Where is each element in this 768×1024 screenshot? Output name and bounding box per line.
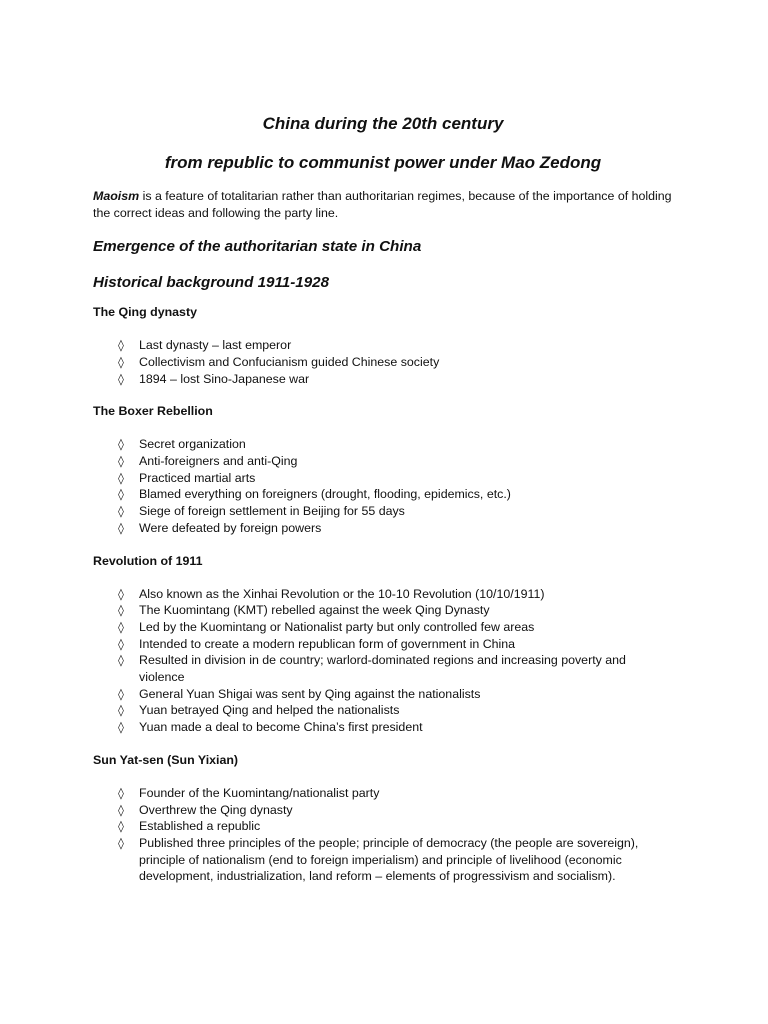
list-item: [93, 453, 673, 470]
list-item-text: Intended to create a modern republican form of government in China: [139, 636, 516, 651]
list-item: [93, 686, 673, 703]
list-item: [93, 636, 673, 653]
bullet-list-qing-dynasty: [93, 337, 673, 387]
list-item: [93, 503, 673, 520]
bullet-list-revolution-1911: [93, 586, 673, 736]
document-subtitle: from republic to communist power under Mao Zedong: [164, 153, 602, 172]
list-item: [93, 818, 673, 835]
list-item: [93, 436, 673, 453]
intro-text: is a feature of totalitarian rather than authoritarian regimes, because of the importance of holding the correct ideas and following the party line.: [93, 189, 672, 220]
list-item: [93, 702, 673, 719]
list-item-text: Yuan made a deal to become China’s first president: [139, 720, 423, 735]
section-heading-qing-dynasty: The Qing dynasty: [93, 305, 197, 320]
list-item-text: Published three principles of the people; principle of democracy (the people are sovereign), principle of nationalism (end to foreign imperialism) and principle of livelihood (economic development, industrialization, land reform – elements of progressivism and socialism).: [139, 835, 639, 884]
intro-paragraph: [93, 188, 673, 221]
list-item-text: Established a republic: [139, 819, 261, 834]
diamond-bullet-icon: ◊: [118, 720, 124, 735]
list-item-text: Blamed everything on foreigners (drought, flooding, epidemics, etc.): [139, 487, 511, 502]
list-item: [93, 785, 673, 802]
diamond-bullet-icon: ◊: [118, 371, 124, 386]
list-item-text: Secret organization: [139, 437, 246, 452]
list-item: [93, 602, 673, 619]
list-item: [93, 337, 673, 354]
diamond-bullet-icon: ◊: [118, 653, 124, 668]
list-item: [93, 354, 673, 371]
document-title: China during the 20th century: [262, 114, 504, 133]
diamond-bullet-icon: ◊: [118, 586, 124, 601]
list-item: [93, 371, 673, 388]
diamond-bullet-icon: ◊: [118, 619, 124, 634]
list-item-text: Yuan betrayed Qing and helped the nationalists: [139, 703, 400, 718]
list-item-text: Founder of the Kuomintang/nationalist party: [139, 785, 380, 800]
diamond-bullet-icon: ◊: [118, 354, 124, 369]
diamond-bullet-icon: ◊: [118, 636, 124, 651]
list-item: [93, 470, 673, 487]
bullet-list-sun-yat-sen: [93, 785, 673, 885]
diamond-bullet-icon: ◊: [118, 785, 124, 800]
list-item: [93, 486, 673, 503]
section-heading-sun-yat-sen: Sun Yat-sen (Sun Yixian): [93, 752, 239, 767]
document-body: [93, 113, 673, 901]
list-item-text: Resulted in division in de country; warlord-dominated regions and increasing poverty and violence: [139, 653, 626, 685]
diamond-bullet-icon: ◊: [118, 487, 124, 502]
intro-term: Maoism: [93, 189, 140, 203]
section-heading-revolution-1911: Revolution of 1911: [93, 553, 203, 568]
diamond-bullet-icon: ◊: [118, 470, 124, 485]
list-item-text: Were defeated by foreign powers: [139, 520, 322, 535]
diamond-bullet-icon: ◊: [118, 504, 124, 519]
diamond-bullet-icon: ◊: [118, 338, 124, 353]
list-item-text: Anti-foreigners and anti-Qing: [139, 454, 298, 468]
diamond-bullet-icon: ◊: [118, 686, 124, 701]
list-item: [93, 619, 673, 636]
list-item-text: Practiced martial arts: [139, 470, 256, 485]
list-item-text: Overthrew the Qing dynasty: [139, 802, 293, 817]
list-item-text: Led by the Kuomintang or Nationalist party but only controlled few areas: [139, 619, 535, 634]
list-item-text: Last dynasty – last emperor: [139, 338, 292, 353]
list-item: [93, 835, 673, 885]
diamond-bullet-icon: ◊: [118, 454, 124, 468]
diamond-bullet-icon: ◊: [118, 835, 124, 850]
list-item: [93, 719, 673, 736]
list-item-text: 1894 – lost Sino-Japanese war: [139, 371, 310, 386]
list-item: [93, 520, 673, 537]
heading-historical-background: Historical background 1911-1928: [93, 274, 330, 292]
diamond-bullet-icon: ◊: [118, 802, 124, 817]
list-item-text: Also known as the Xinhai Revolution or the 10-10 Revolution (10/10/1911): [139, 586, 545, 601]
bullet-list-boxer-rebellion: [93, 436, 673, 536]
list-item-text: The Kuomintang (KMT) rebelled against the week Qing Dynasty: [139, 603, 490, 618]
list-item: [93, 652, 673, 685]
section-heading-boxer-rebellion: The Boxer Rebellion: [93, 404, 213, 419]
diamond-bullet-icon: ◊: [118, 520, 124, 535]
diamond-bullet-icon: ◊: [118, 437, 124, 452]
list-item: [93, 586, 673, 603]
heading-emergence: Emergence of the authoritarian state in China: [93, 238, 422, 256]
diamond-bullet-icon: ◊: [118, 603, 124, 618]
diamond-bullet-icon: ◊: [118, 819, 124, 834]
list-item-text: General Yuan Shigai was sent by Qing against the nationalists: [139, 686, 481, 701]
list-item-text: Collectivism and Confucianism guided Chinese society: [139, 354, 440, 369]
list-item: [93, 802, 673, 819]
diamond-bullet-icon: ◊: [118, 703, 124, 718]
list-item-text: Siege of foreign settlement in Beijing for 55 days: [139, 504, 405, 519]
